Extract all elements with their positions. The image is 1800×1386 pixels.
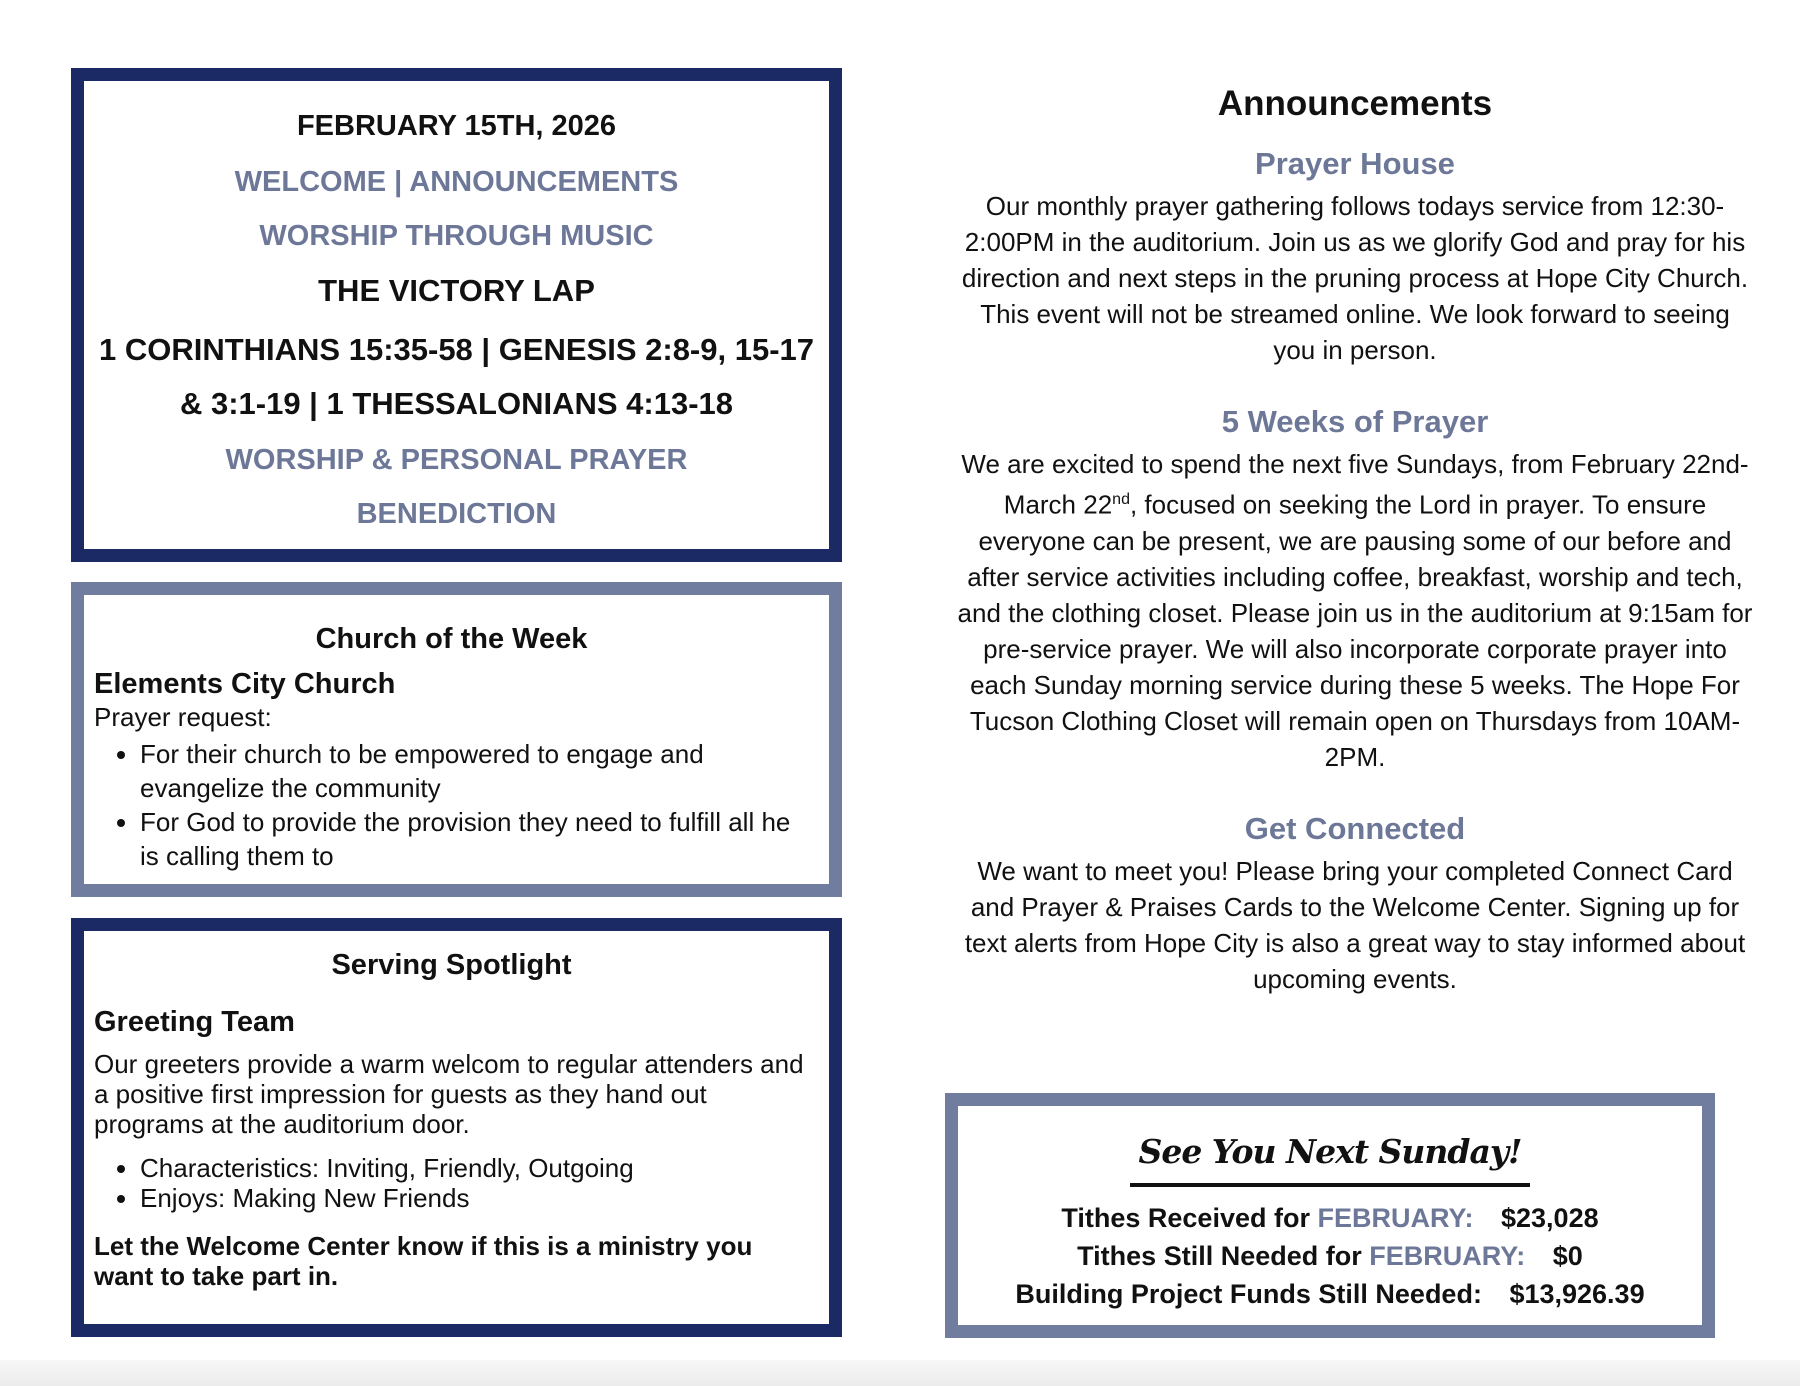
see-you-next-sunday: See You Next Sunday! [1138, 1132, 1522, 1171]
tithes-needed-month: FEBRUARY: [1369, 1241, 1526, 1271]
ordinal-suffix: nd [1112, 491, 1130, 508]
five-weeks-body-start: We are excited to spend the next five Sundays, from February 22nd-March 22 [961, 449, 1749, 520]
order-of-service-box [71, 68, 842, 562]
scripture-reference [94, 323, 819, 431]
church-of-the-week-box [71, 582, 842, 897]
sermon-title: THE VICTORY LAP [318, 273, 595, 308]
tithes-received-label: Tithes Received for [1061, 1203, 1310, 1233]
team-name: Greeting Team [94, 1006, 295, 1038]
announcements-title: Announcements [1217, 84, 1493, 123]
team-attributes-list [94, 1153, 809, 1213]
list-item: • For their church to be empowered to engage and evangelize the community [140, 737, 809, 805]
serving-spotlight-box [71, 918, 842, 1337]
prayer-request-list [94, 737, 809, 873]
scripture-line-2: & 3:1-19 | 1 THESSALONIANS 4:13-18 [179, 386, 734, 421]
five-weeks-body [940, 446, 1770, 775]
building-funds-row [968, 1275, 1692, 1313]
prayer-house-body: Our monthly prayer gathering follows todays service from 12:30-2:00PM in the auditorium. Join us as we glorify God and pray for his direction and next steps in the pruning process at Hope City Church. This event will not be streamed online. We look forward to seeing you in person. [961, 191, 1749, 365]
tithes-received-month: FEBRUARY: [1317, 1203, 1474, 1233]
team-description: Our greeters provide a warm welcom to regular attenders and a positive first impression for guests as they hand out programs at the auditorium door. [94, 1049, 804, 1139]
prayer-house-heading: Prayer House [1255, 146, 1455, 181]
giving-summary-box [945, 1093, 1715, 1338]
five-weeks-body-end: , focused on seeking the Lord in prayer. To ensure everyone can be present, we are pausing some of our before and after service activities including coffee, breakfast, worship and tech, and the clothing closet. Please join us in the auditorium at 9:15am for pre-service prayer. We will also incorporate corporate prayer into each Sunday morning service during these 5 weeks. The Hope For Tucson Clothing Closet will remain open on Thursdays from 10AM-2PM. [957, 489, 1753, 772]
worship-personal-prayer: WORSHIP & PERSONAL PRAYER [225, 444, 688, 476]
church-of-the-week-title: Church of the Week [315, 623, 588, 655]
welcome-announcements: WELCOME | ANNOUNCEMENTS [234, 166, 679, 198]
scripture-line-1: 1 CORINTHIANS 15:35-58 | GENESIS 2:8-9, 15-17 [98, 332, 815, 367]
benediction: BENEDICTION [356, 498, 557, 530]
tithes-needed-amount: $0 [1552, 1241, 1583, 1271]
page-bottom-edge [0, 1360, 1800, 1386]
tithes-received-row [968, 1199, 1692, 1237]
tithes-received-amount: $23,028 [1501, 1203, 1599, 1233]
list-item: • Characteristics: Inviting, Friendly, Outgoing [140, 1153, 809, 1183]
tithes-needed-label: Tithes Still Needed for [1077, 1241, 1362, 1271]
serving-call-to-action: Let the Welcome Center know if this is a ministry you want to take part in. [94, 1231, 753, 1291]
tithes-needed-row [968, 1237, 1692, 1275]
service-date: FEBRUARY 15TH, 2026 [296, 110, 617, 142]
get-connected-heading: Get Connected [1244, 810, 1466, 846]
five-weeks-heading: 5 Weeks of Prayer [1221, 404, 1489, 439]
get-connected-body: We want to meet you! Please bring your completed Connect Card and Prayer & Praises Cards to the Welcome Center. Signing up for text alerts from Hope City is also a great way to stay informed about upcoming events. [964, 855, 1746, 994]
divider [1130, 1183, 1530, 1187]
list-item: • For God to provide the provision they need to fulfill all he is calling them to [140, 805, 809, 873]
building-funds-label: Building Project Funds Still Needed: [1015, 1279, 1482, 1309]
list-item: • Enjoys: Making New Friends [140, 1183, 809, 1213]
church-name: Elements City Church [94, 668, 396, 700]
building-funds-amount: $13,926.39 [1509, 1279, 1645, 1309]
announcements-section [940, 84, 1770, 1033]
prayer-request-label: Prayer request: [94, 702, 272, 732]
serving-spotlight-title: Serving Spotlight [331, 949, 572, 981]
worship-through-music: WORSHIP THROUGH MUSIC [259, 220, 654, 252]
